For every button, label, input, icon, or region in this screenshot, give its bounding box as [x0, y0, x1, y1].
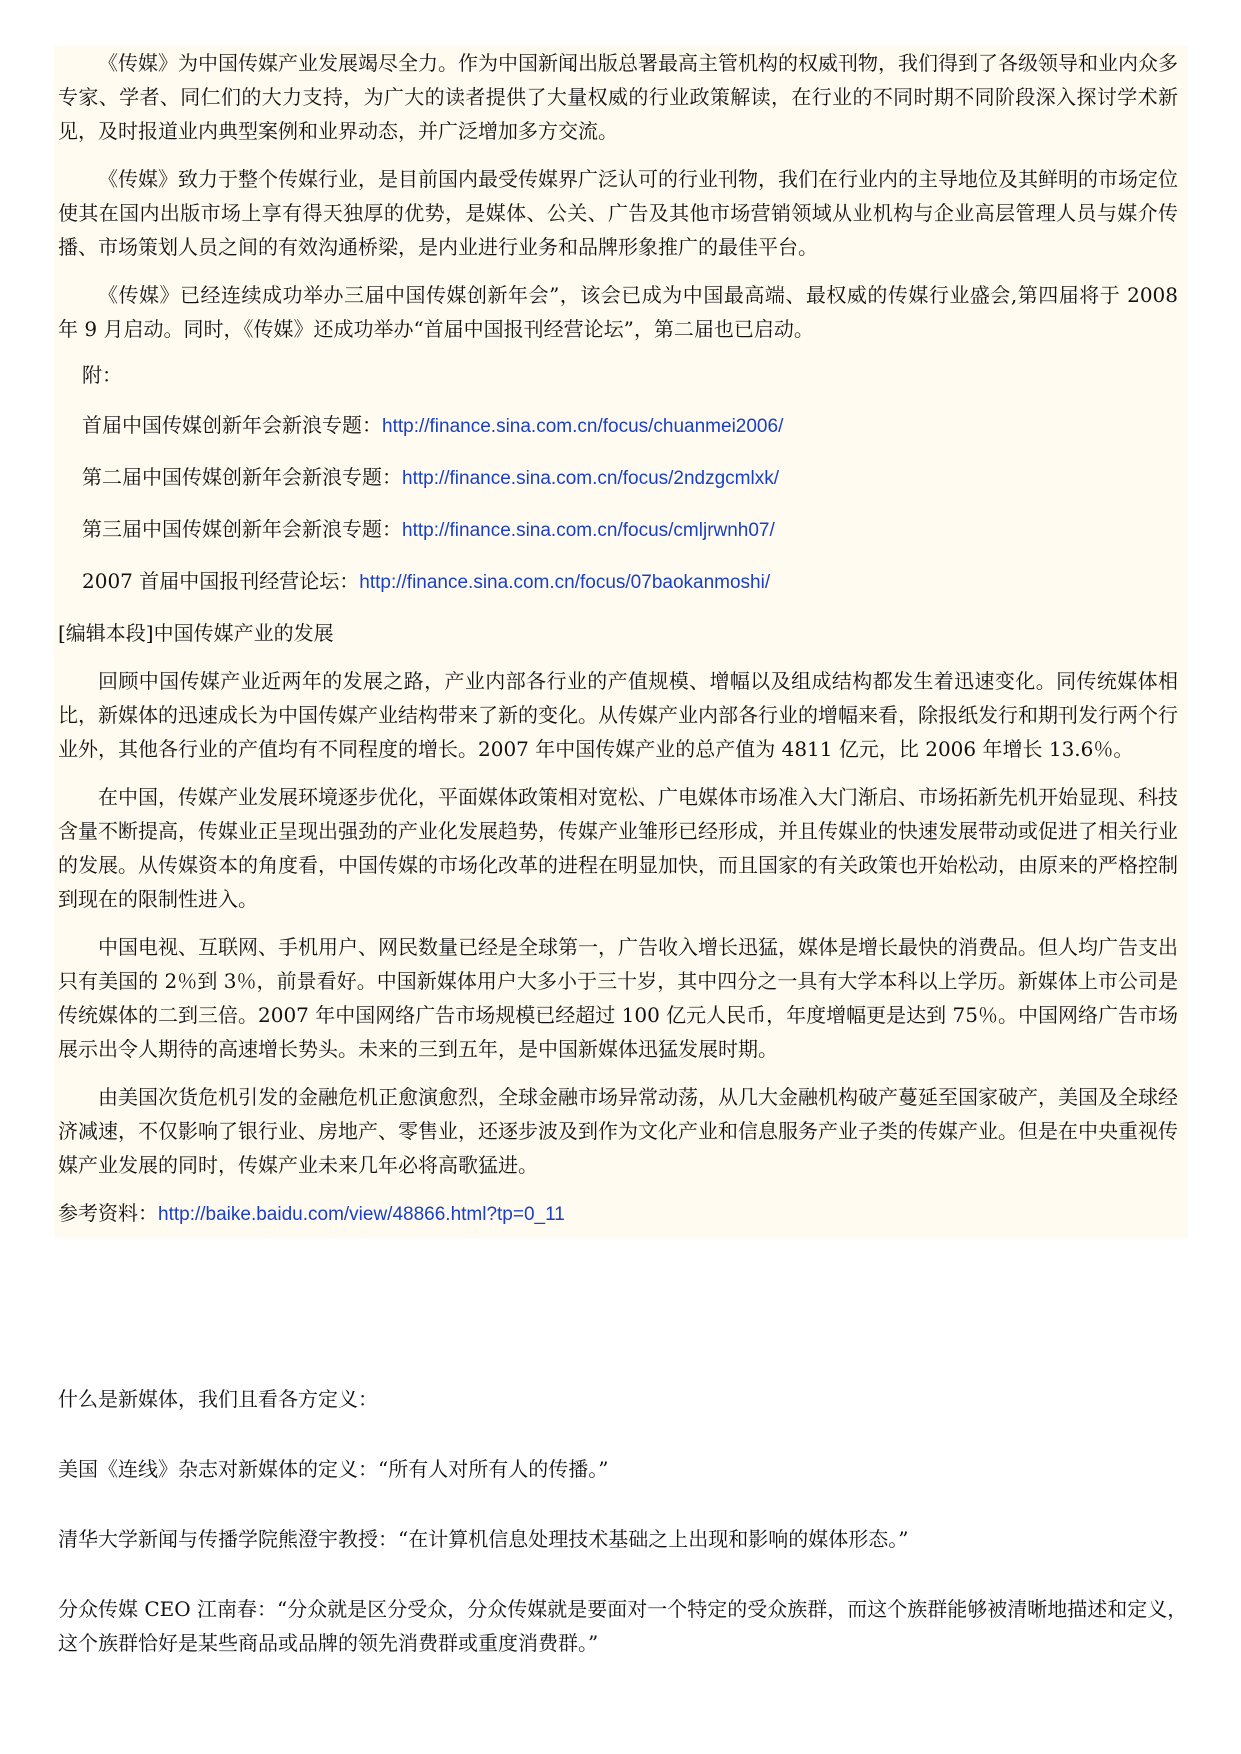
appendix-link[interactable]: http://finance.sina.com.cn/focus/2ndzgcmlxk/ — [402, 468, 780, 489]
intro-paragraph: 《传媒》为中国传媒产业发展竭尽全力。作为中国新闻出版总署最高主管机构的权威刊物，我们得到了各级领导和业内众多专家、学者、同仁们的大力支持，为广大的读者提供了大量权威的行业政策解读，在行业的不同时期不同阶段深入探讨学术新见，及时报道业内典型案例和业界动态，并广泛增加多方交流。 — [58, 51, 1178, 143]
section-paragraph: 中国电视、互联网、手机用户、网民数量已经是全球第一，广告收入增长迅猛，媒体是增长最快的消费品。但人均广告支出只有美国的 2％到 3％，前景看好。中国新媒体用户大多小于三十岁，其中四分之一具有大学本科以上学历。新媒体上市公司是传统媒体的二到三倍。2007 年中国网络广告市场规模已经超过 100 亿元人民币，年度增幅更是达到 75％。中国网络广告市场展示出令人期待的高速增长势头。未来的三到五年，是中国新媒体迅猛发展时期。 — [58, 935, 1178, 1061]
definition-item — [58, 1522, 1188, 1556]
reference-link[interactable]: http://baike.baidu.com/view/48866.html?tp=0_11 — [158, 1204, 565, 1225]
definition-text: 分众传媒 CEO 江南春：“分众就是区分受众，分众传媒就是要面对一个特定的受众族群，而这个族群能够被清晰地描述和定义，这个族群恰好是某些商品或品牌的领先消费群或重度消费群。” — [58, 1597, 1188, 1655]
intro-paragraph: 《传媒》致力于整个传媒行业，是目前国内最受传媒界广泛认可的行业刊物，我们在行业内的主导地位及其鲜明的市场定位使其在国内出版市场上享有得天独厚的优势，是媒体、公关、广告及其他市场营销领域从业机构与企业高层管理人员与媒介传播、市场策划人员之间的有效沟通桥梁，是内业进行业务和品牌形象推广的最佳平台。 — [58, 167, 1178, 259]
appendix-link-label: 第二届中国传媒创新年会新浪专题： — [82, 465, 402, 489]
reference-label: 参考资料： — [58, 1201, 158, 1225]
definition-text: 美国《连线》杂志对新媒体的定义：“所有人对所有人的传播。” — [58, 1457, 609, 1481]
section-paragraph: 回顾中国传媒产业近两年的发展之路，产业内部各行业的产值规模、增幅以及组成结构都发生着迅速变化。同传统媒体相比，新媒体的迅速成长为中国传媒产业结构带来了新的变化。从传媒产业内部各行业的增幅来看，除报纸发行和期刊发行两个行业外，其他各行业的产值均有不同程度的增长。2007 年中国传媒产业的总产值为 4811 亿元，比 2006 年增长 13.6％。 — [58, 669, 1178, 761]
definition-item — [58, 1592, 1188, 1660]
appendix-link[interactable]: http://finance.sina.com.cn/focus/cmljrwnh07/ — [402, 520, 775, 541]
appendix-link-label: 2007 首届中国报刊经营论坛： — [82, 569, 360, 593]
intro-paragraph: 《传媒》已经连续成功举办三届中国传媒创新年会”，该会已成为中国最高端、最权威的传媒行业盛会,第四届将于 2008 年 9 月启动。同时，《传媒》还成功举办“首届中国报刊经营论坛”，第二届也已启动。 — [58, 283, 1178, 341]
definition-item — [58, 1452, 1188, 1486]
appendix-label: 附： — [82, 363, 122, 387]
article-panel — [54, 46, 1188, 1238]
section-heading: [编辑本段]中国传媒产业的发展 — [58, 621, 334, 645]
appendix-link-item — [58, 512, 1178, 548]
section-paragraph: 由美国次货危机引发的金融危机正愈演愈烈，全球金融市场异常动荡，从几大金融机构破产蔓延至国家破产，美国及全球经济减速，不仅影响了银行业、房地产、零售业，还逐步波及到作为文化产业和信息服务产业子类的传媒产业。但是在中央重视传媒产业发展的同时，传媒产业未来几年必将高歌猛进。 — [58, 1085, 1178, 1177]
appendix-link[interactable]: http://finance.sina.com.cn/focus/chuanmei2006/ — [382, 416, 784, 437]
appendix-link-item — [58, 564, 1178, 600]
appendix-link[interactable]: http://finance.sina.com.cn/focus/07baokanmoshi/ — [359, 572, 771, 593]
appendix-link-item — [58, 460, 1178, 496]
definitions-intro-text: 什么是新媒体，我们且看各方定义： — [58, 1387, 378, 1411]
definition-text: 清华大学新闻与传播学院熊澄宇教授：“在计算机信息处理技术基础之上出现和影响的媒体形态。” — [58, 1527, 909, 1551]
reference-line — [58, 1196, 1178, 1232]
definitions-intro — [58, 1382, 1188, 1416]
appendix-link-item — [58, 408, 1178, 444]
appendix-link-label: 首届中国传媒创新年会新浪专题： — [82, 413, 382, 437]
appendix-link-label: 第三届中国传媒创新年会新浪专题： — [82, 517, 402, 541]
section-paragraph: 在中国，传媒产业发展环境逐步优化，平面媒体政策相对宽松、广电媒体市场准入大门渐启、市场拓新先机开始显现、科技含量不断提高，传媒业正呈现出强劲的产业化发展趋势，传媒产业雏形已经形成，并且传媒业的快速发展带动或促进了相关行业的发展。从传媒资本的角度看，中国传媒的市场化改革的进程在明显加快，而且国家的有关政策也开始松动，由原来的严格控制到现在的限制性进入。 — [58, 785, 1178, 911]
